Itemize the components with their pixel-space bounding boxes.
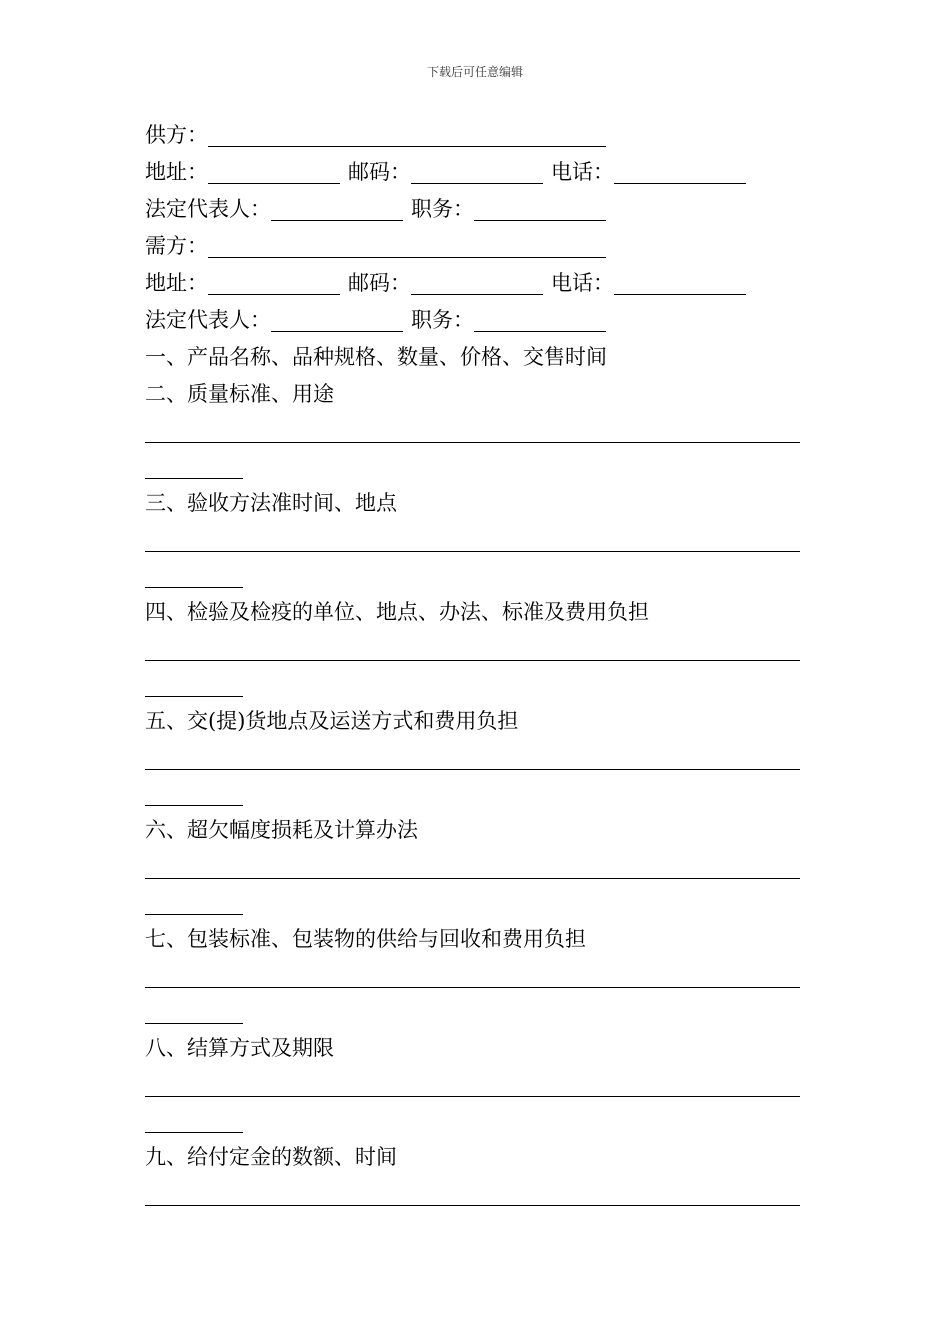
buyer-address-row [145,265,805,302]
buyer-address-blank[interactable] [208,294,340,295]
fill-line-long [145,987,800,988]
fill-line-short [145,696,243,697]
buyer-rep-blank[interactable] [271,331,403,332]
supplier-position-label: 职务： [411,197,474,221]
buyer-label: 需方： [145,234,208,258]
supplier-address-blank[interactable] [208,183,340,184]
section-title-2: 二、质量标准、用途 [145,382,334,406]
section-9-fill[interactable] [145,1176,805,1216]
buyer-postcode-blank[interactable] [411,294,543,295]
supplier-position-blank[interactable] [474,220,606,221]
fill-line-short [145,478,243,479]
section-title-4: 四、检验及检疫的单位、地点、办法、标准及费用负担 [145,600,649,624]
section-2-fill[interactable] [145,413,805,485]
fill-line-short [145,914,243,915]
fill-line-short [145,805,243,806]
supplier-postcode-label: 邮码： [348,160,411,184]
fill-line-long [145,769,800,770]
buyer-phone-blank[interactable] [614,294,746,295]
fill-line-short [145,1132,243,1133]
fill-line-long [145,878,800,879]
section-5-fill[interactable] [145,740,805,812]
fill-line-short [145,1023,243,1024]
fill-line-long [145,442,800,443]
section-3-fill[interactable] [145,522,805,594]
buyer-phone-label: 电话： [551,271,614,295]
section-title-1: 一、产品名称、品种规格、数量、价格、交售时间 [145,345,607,369]
fill-line-long [145,1096,800,1097]
buyer-position-label: 职务： [411,308,474,332]
buyer-name-blank[interactable] [208,257,606,258]
header-note: 下载后可任意编辑 [426,65,523,79]
section-title-5: 五、交(提)货地点及运送方式和费用负担 [145,709,519,733]
buyer-name-row [145,228,805,265]
fill-line-long [145,660,800,661]
buyer-address-label: 地址： [145,271,208,295]
supplier-phone-label: 电话： [551,160,614,184]
buyer-postcode-label: 邮码： [348,271,411,295]
fill-line-long [145,551,800,552]
fill-line-long [145,1205,800,1206]
supplier-postcode-blank[interactable] [411,183,543,184]
supplier-name-row [145,117,805,154]
section-title-7: 七、包装标准、包装物的供给与回收和费用负担 [145,927,586,951]
section-4-fill[interactable] [145,631,805,703]
section-title-9: 九、给付定金的数额、时间 [145,1145,397,1169]
buyer-rep-label: 法定代表人： [145,308,271,332]
section-title-3: 三、验收方法准时间、地点 [145,491,397,515]
supplier-rep-blank[interactable] [271,220,403,221]
supplier-rep-row [145,191,805,228]
section-8-fill[interactable] [145,1067,805,1139]
fill-line-short [145,587,243,588]
supplier-name-blank[interactable] [208,146,606,147]
supplier-phone-blank[interactable] [614,183,746,184]
section-title-8: 八、结算方式及期限 [145,1036,334,1060]
buyer-position-blank[interactable] [474,331,606,332]
contract-body [145,117,805,1216]
section-7-fill[interactable] [145,958,805,1030]
section-title-6: 六、超欠幅度损耗及计算办法 [145,818,418,842]
supplier-rep-label: 法定代表人： [145,197,271,221]
supplier-label: 供方： [145,123,208,147]
buyer-rep-row [145,302,805,339]
supplier-address-row [145,154,805,191]
section-6-fill[interactable] [145,849,805,921]
supplier-address-label: 地址： [145,160,208,184]
